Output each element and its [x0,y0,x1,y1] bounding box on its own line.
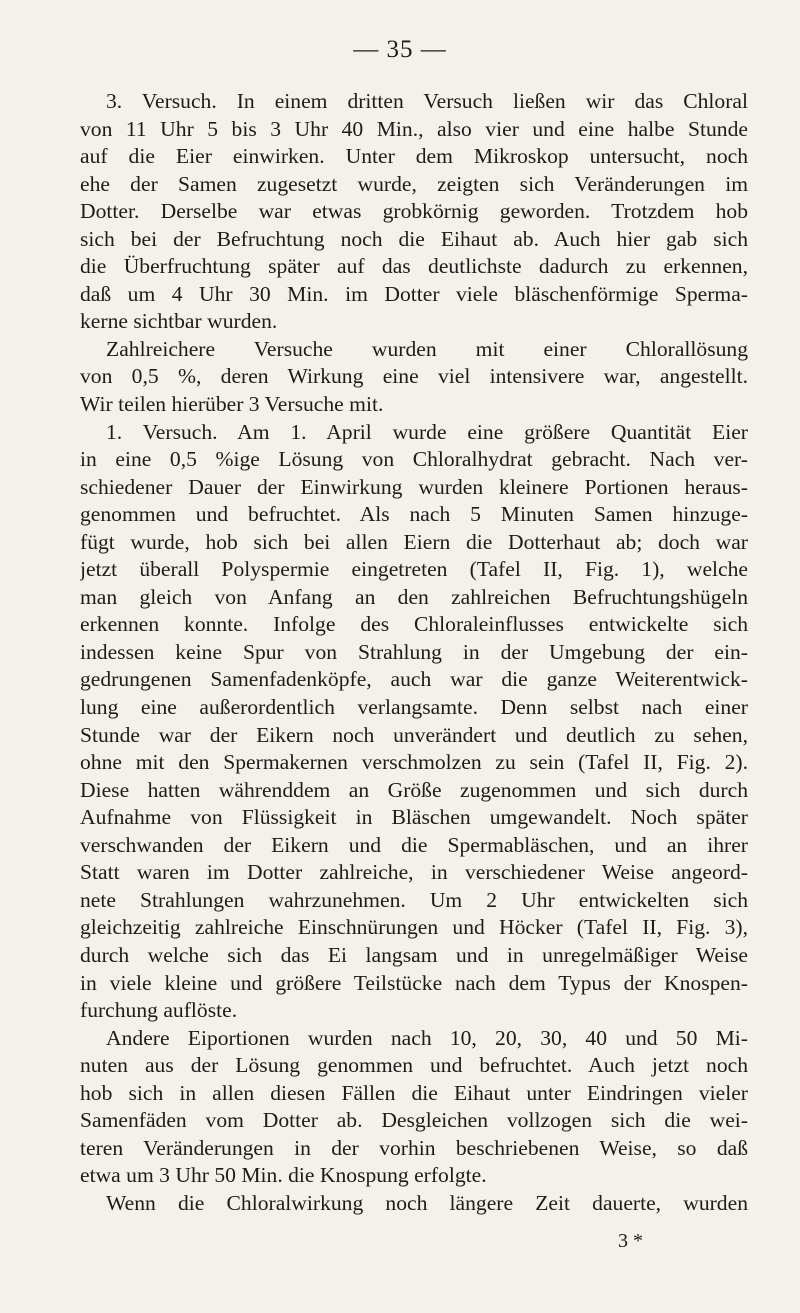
text-line: genommen und befruchtet. Als nach 5 Minuten Samen hinzuge- [80,502,748,527]
text-line: nuten aus der Lösung genommen und befruchtet. Auch jetzt noch [80,1053,748,1078]
text-line: Diese hatten währenddem an Größe zugenommen und sich durch [80,777,748,802]
text-line: furchung auflöste. [80,998,238,1023]
text-line: gedrungenen Samenfadenköpfe, auch war die ganze Weiterentwick- [80,667,748,692]
text-line: die Überfruchtung später auf das deutlichste dadurch zu erkennen, [80,254,748,279]
text-line: jetzt überall Polyspermie eingetreten (Tafel II, Fig. 1), welche [80,557,748,582]
text-line: 3. Versuch. In einem dritten Versuch ließen wir das Chloral [106,89,748,113]
text-line: hob sich in allen diesen Fällen die Eihaut unter Eindringen vieler [80,1080,748,1105]
text-line: sich bei der Befruchtung noch die Eihaut ab. Auch hier gab sich [80,226,748,251]
body-text [80,88,748,1217]
text-line: kerne sichtbar wurden. [80,309,278,334]
text-line: von 11 Uhr 5 bis 3 Uhr 40 Min., also vier und eine halbe Stunde [80,116,748,141]
signature-mark: 3 * [618,1230,643,1252]
text-line: fügt wurde, hob sich bei allen Eiern die Dotterhaut ab; doch war [80,529,748,554]
text-line: Aufnahme von Flüssigkeit in Bläschen umgewandelt. Noch später [80,805,748,830]
text-line: Zahlreichere Versuche wurden mit einer Chlorallösung [106,336,748,361]
text-line: man gleich von Anfang an den zahlreichen Befruchtungshügeln [80,584,748,609]
text-line: in eine 0,5 %ige Lösung von Chloralhydrat gebracht. Nach ver- [80,447,748,472]
text-line: lung eine außerordentlich verlangsamte. Denn selbst nach einer [80,695,748,720]
text-line: Wenn die Chloralwirkung noch längere Zeit dauerte, wurden [106,1190,748,1215]
page-number-header: — 35 — [353,36,447,63]
text-line: Wir teilen hierüber 3 Versuche mit. [80,392,384,417]
text-line: Stunde war der Eikern noch unverändert und deutlich zu sehen, [80,722,748,747]
text-line: indessen keine Spur von Strahlung in der Umgebung der ein- [80,639,748,664]
text-line: etwa um 3 Uhr 50 Min. die Knospung erfolgte. [80,1163,487,1188]
text-line: durch welche sich das Ei langsam und in unregelmäßiger Weise [80,942,748,967]
text-line: erkennen konnte. Infolge des Chloraleinflusses entwickelte sich [80,612,748,637]
text-line: ohne mit den Spermakernen verschmolzen zu sein (Tafel II, Fig. 2). [80,750,748,775]
text-line: teren Veränderungen in der vorhin beschriebenen Weise, so daß [80,1135,748,1160]
text-line: in viele kleine und größere Teilstücke nach dem Typus der Knospen- [80,970,748,995]
text-line: ehe der Samen zugesetzt wurde, zeigten sich Veränderungen im [80,171,748,196]
text-line: von 0,5 %, deren Wirkung eine viel intensivere war, angestellt. [80,364,748,389]
text-line: Andere Eiportionen wurden nach 10, 20, 30, 40 und 50 Mi- [106,1025,748,1050]
text-line: verschwanden der Eikern und die Spermabläschen, und an ihrer [80,832,748,857]
text-line: daß um 4 Uhr 30 Min. im Dotter viele bläschenförmige Sperma- [80,281,748,306]
text-line: auf die Eier einwirken. Unter dem Mikroskop untersucht, noch [80,144,748,169]
text-line: nete Strahlungen wahrzunehmen. Um 2 Uhr entwickelten sich [80,887,748,912]
text-line: Dotter. Derselbe war etwas grobkörnig geworden. Trotzdem hob [80,199,748,224]
text-line: schiedener Dauer der Einwirkung wurden kleinere Portionen heraus- [80,474,748,499]
text-line: Statt waren im Dotter zahlreiche, in verschiedener Weise angeord- [80,860,748,885]
text-line: gleichzeitig zahlreiche Einschnürungen und Höcker (Tafel II, Fig. 3), [80,915,748,940]
text-line: 1. Versuch. Am 1. April wurde eine größere Quantität Eier [106,419,748,444]
text-line: Samenfäden vom Dotter ab. Desgleichen vollzogen sich die wei- [80,1108,748,1133]
